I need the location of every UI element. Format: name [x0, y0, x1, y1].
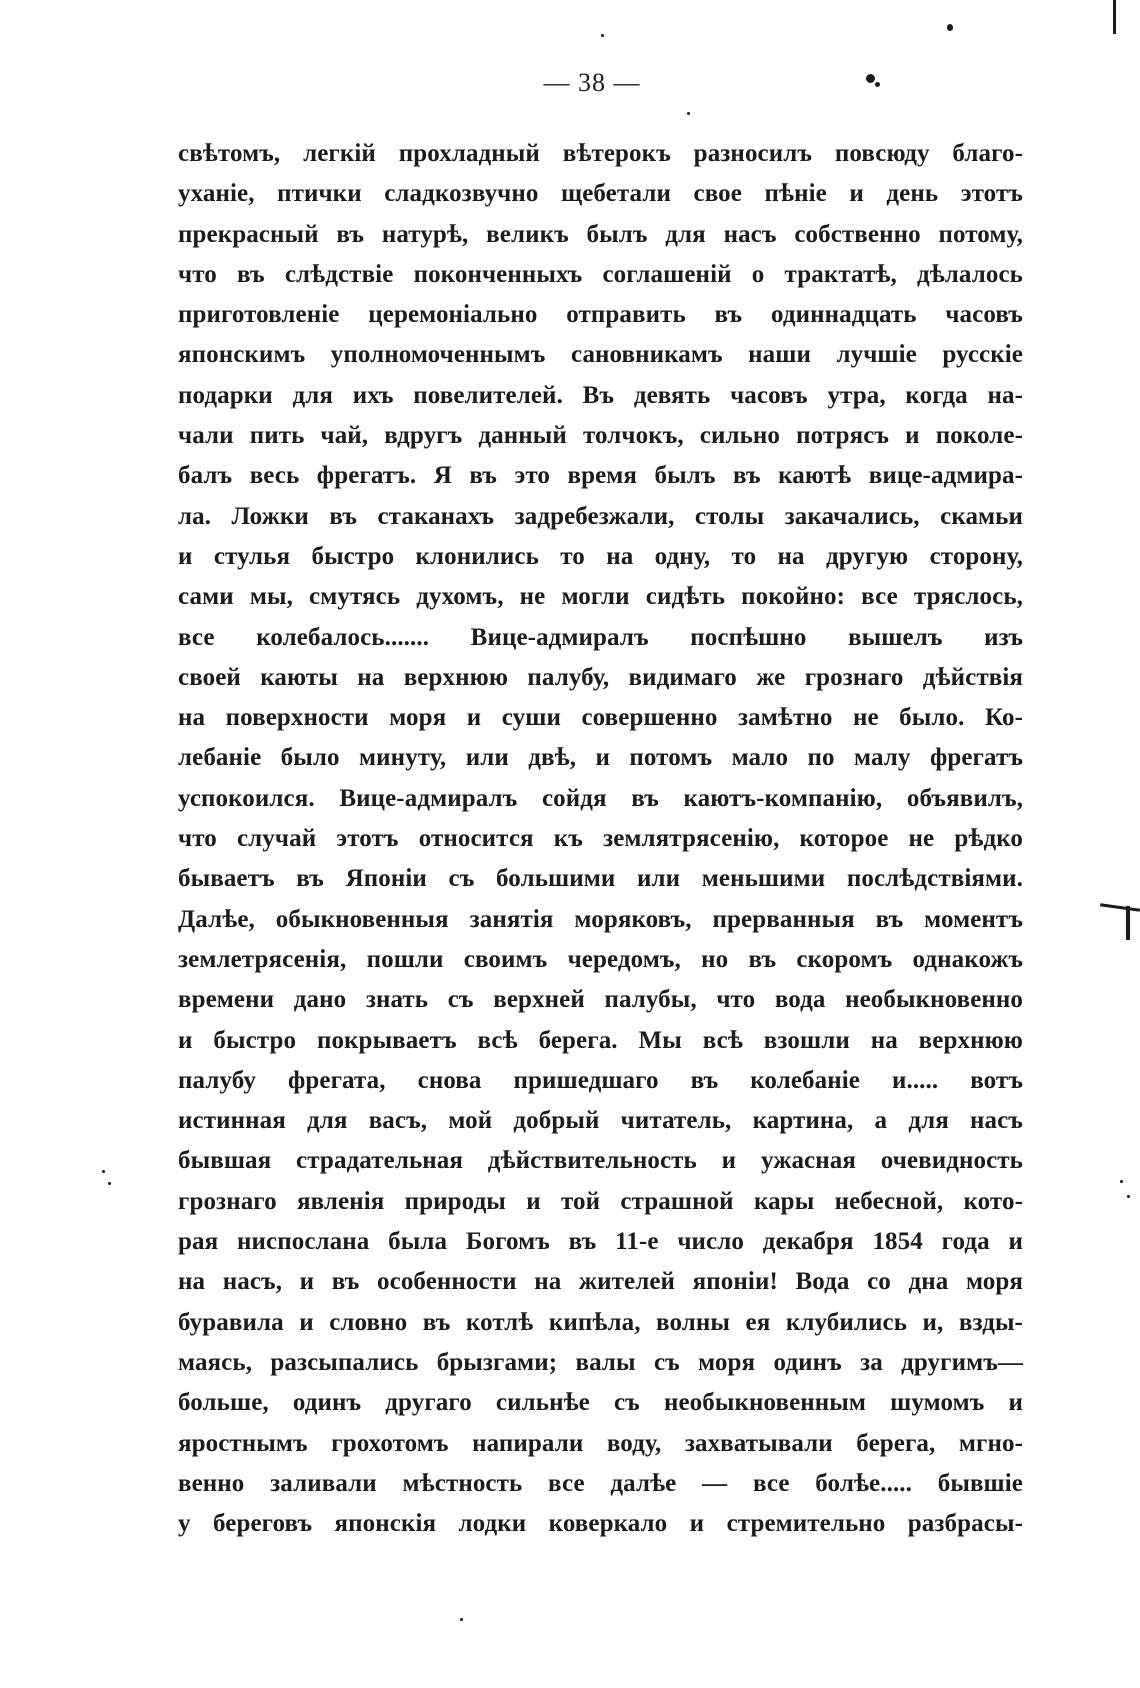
- text-line: у береговъ японскія лодки коверкало и стремительно разбрасы-: [178, 1510, 1023, 1538]
- ink-speck: [1120, 1180, 1123, 1183]
- text-line: чали пить чай, вдругъ данный толчокъ, сильно потрясъ и поколе-: [178, 422, 1023, 450]
- text-line: больше, одинъ другаго сильнѣе съ необыкновенным шумомъ и: [178, 1389, 1023, 1417]
- text-line: приготовленіе церемоніально отправить въ одиннадцать часовъ: [178, 301, 1023, 329]
- text-line: на поверхности моря и суши совершенно замѣтно не было. Ко-: [178, 704, 1023, 732]
- scan-margin-mark: [1113, 0, 1116, 34]
- ink-speck: [866, 74, 875, 83]
- scan-margin-mark: [1126, 906, 1130, 940]
- body-text: [178, 134, 1023, 1544]
- text-line: рая ниспослана была Богомъ въ 11-е число декабря 1854 года и: [178, 1228, 1023, 1256]
- ink-speck: [108, 1182, 111, 1185]
- text-line: грознаго явленія природы и той страшной кары небесной, кото-: [178, 1187, 1023, 1215]
- text-line: прекрасный въ натурѣ, великъ былъ для насъ собственно потому,: [178, 220, 1023, 248]
- text-line: лебаніе было минуту, или двѣ, и потомъ мало по малу фрегатъ: [178, 744, 1023, 772]
- text-line: японскимъ уполномоченнымъ сановникамъ наши лучшіе русскіе: [178, 341, 1023, 369]
- text-line: и быстро покрываетъ всѣ берега. Мы всѣ взошли на верхнюю: [178, 1026, 1023, 1054]
- text-line: на насъ, и въ особенности на жителей японіи! Вода со дна моря: [178, 1268, 1023, 1296]
- text-line: сами мы, смутясь духомъ, не могли сидѣть покойно: все тряслось,: [178, 583, 1023, 611]
- text-line: и стулья быстро клонились то на одну, то на другую сторону,: [178, 542, 1023, 570]
- text-line: истинная для васъ, мой добрый читатель, картина, а для насъ: [178, 1107, 1023, 1135]
- text-line: маясь, разсыпались брызгами; валы съ моря одинъ за другимъ—: [178, 1348, 1023, 1376]
- ink-speck: [947, 24, 953, 31]
- text-line: венно заливали мѣстность все далѣе — все болѣе..... бывшіе: [178, 1469, 1023, 1497]
- text-line: балъ весь фрегатъ. Я въ это время былъ въ каютѣ вице-адмира-: [178, 462, 1023, 490]
- text-line: палубу фрегата, снова пришедшаго въ колебаніе и..... вотъ: [178, 1066, 1023, 1094]
- text-line: времени дано знать съ верхней палубы, что вода необыкновенно: [178, 986, 1023, 1014]
- page-number: [0, 68, 1140, 98]
- text-line: буравила и словно въ котлѣ кипѣла, волны ея клубились и, взды-: [178, 1308, 1023, 1336]
- text-line: бывшая страдательная дѣйствительность и ужасная очевидность: [178, 1147, 1023, 1175]
- text-line: ла. Ложки въ стаканахъ задребезжали, столы закачались, скамьи: [178, 502, 1023, 530]
- text-line: подарки для ихъ повелителей. Въ девять часовъ утра, когда на-: [178, 381, 1023, 409]
- text-line: все колебалось....... Вице-адмиралъ поспѣшно вышелъ изъ: [178, 623, 1023, 651]
- text-line: своей каюты на верхнюю палубу, видимаго же грознаго дѣйствія: [178, 663, 1023, 691]
- ink-speck: [460, 1618, 463, 1621]
- text-line: успокоился. Вице-адмиралъ сойдя въ каютъ-компанію, объявилъ,: [178, 784, 1023, 812]
- ink-speck: [687, 112, 690, 115]
- ink-speck: [601, 34, 604, 37]
- ink-speck: [102, 1170, 105, 1173]
- text-line: свѣтомъ, легкій прохладный вѣтерокъ разносилъ повсюду благо-: [178, 140, 1023, 167]
- text-line: землетрясенія, пошли своимъ чередомъ, но въ скоромъ однакожъ: [178, 945, 1023, 973]
- text-line: Далѣе, обыкновенныя занятія моряковъ, прерванныя въ моментъ: [178, 905, 1023, 933]
- scan-margin-mark: [1100, 903, 1140, 912]
- ink-speck: [1127, 1195, 1130, 1198]
- text-line: бываетъ въ Японіи съ большими или меньшими послѣдствіями.: [178, 865, 1023, 893]
- text-line: что случай этотъ относится къ землятрясенію, которое не рѣдко: [178, 825, 1023, 853]
- text-line: что въ слѣдствіе поконченныхъ соглашеній о трактатѣ, дѣлалось: [178, 260, 1023, 288]
- text-line: уханіе, птички сладкозвучно щебетали свое пѣніе и день этотъ: [178, 180, 1023, 208]
- page-number-text: — 38 —: [543, 68, 641, 97]
- ink-speck: [875, 82, 880, 87]
- text-line: яростнымъ грохотомъ напирали воду, захватывали берега, мгно-: [178, 1429, 1023, 1457]
